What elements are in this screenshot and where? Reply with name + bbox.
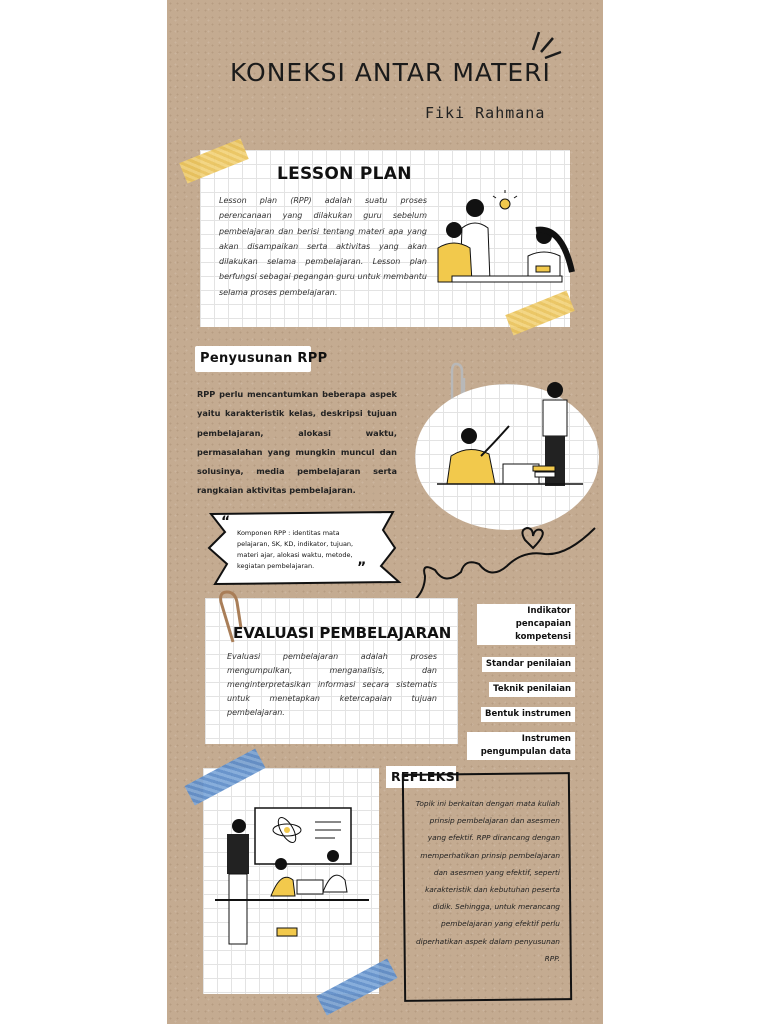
list-item: Bentuk instrumen bbox=[481, 707, 575, 722]
author-name: Fiki Rahmana bbox=[425, 104, 546, 122]
penyusunan-text: RPP perlu mencantumkan beberapa aspek yaitu karakteristik kelas, deskripsi tujuan pembelajaran, alokasi waktu, permasalahan yang mungkin muncul dan solusinya, media pembelajaran serta rangkaian aktivitas pembelajaran. bbox=[197, 389, 397, 496]
evaluasi-heading: EVALUASI PEMBELAJARAN bbox=[233, 624, 452, 642]
list-item: Standar penilaian bbox=[482, 657, 575, 672]
sparkle-icon bbox=[527, 28, 567, 64]
page-title: KONEKSI ANTAR MATERI bbox=[230, 58, 551, 87]
teacher-student-illustration bbox=[437, 378, 587, 490]
rpp-components-quote: Komponen RPP : identitas mata pelajaran, SK, KD, indikator, tujuan, materi ajar, alokasi waktu, metode, kegiatan pembelajaran. bbox=[237, 529, 354, 570]
penyusunan-heading: Penyusunan RPP bbox=[200, 351, 328, 366]
classroom-illustration bbox=[215, 800, 371, 950]
evaluasi-text: Evaluasi pembelajaran adalah proses mengumpulkan, menganalisis, dan menginterpretasikan informasi secara sistematis untuk menetapkan ketercapaian tujuan pembelajaran. bbox=[227, 652, 437, 717]
refleksi-text: Topik ini berkaitan dengan mata kuliah prinsip pembelajaran dan asesmen yang efektif. RPP dirancang dengan memperhatikan prinsip pembelajaran dan asesmen yang efektif, seperti karakteristik dan kebutuhan peserta didik. Sehingga, untuk merancang pembelajaran yang efektif perlu diperhatikan aspek dalam penyusunan RPP. bbox=[415, 799, 560, 963]
list-item: Instrumen pengumpulan data bbox=[467, 732, 575, 760]
quote-close-icon: ” bbox=[357, 560, 367, 576]
refleksi-heading: REFLEKSI bbox=[391, 769, 460, 784]
list-item: Indikator pencapaian kompetensi bbox=[477, 604, 575, 645]
evaluasi-components-list bbox=[467, 604, 575, 760]
lesson-plan-text: Lesson plan (RPP) adalah suatu proses perencanaan yang dilakukan guru sebelum pembelajaran dan berisi tentang materi apa yang akan disampaikan serta aktivitas yang akan dilakukan selama pembelajaran. Lesson plan berfungsi sebagai pegangan guru untuk membantu selama proses pembelajaran. bbox=[219, 196, 427, 297]
lesson-plan-heading: LESSON PLAN bbox=[277, 164, 412, 184]
quote-open-icon: “ bbox=[221, 514, 231, 530]
infographic-poster bbox=[167, 0, 603, 1024]
team-discussion-illustration bbox=[432, 190, 582, 288]
list-item: Teknik penilaian bbox=[489, 682, 575, 697]
